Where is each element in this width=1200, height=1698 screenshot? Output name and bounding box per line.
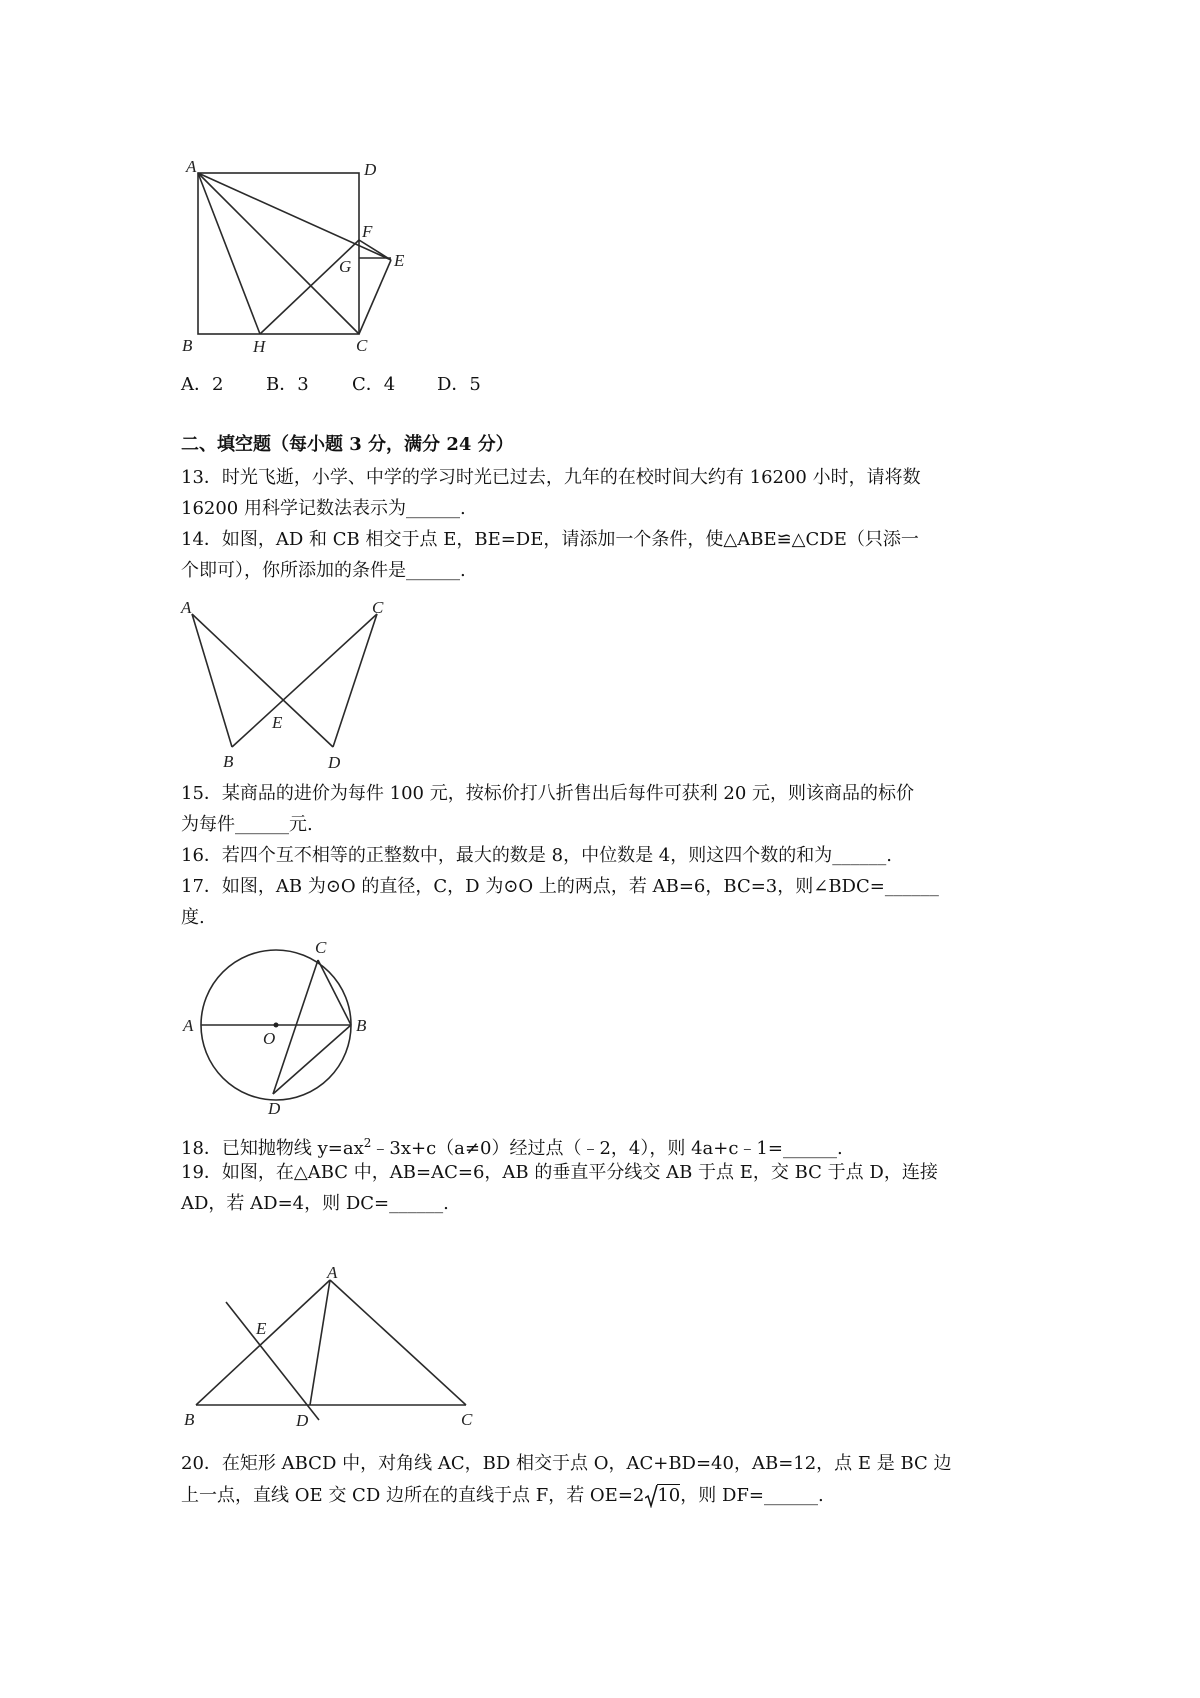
q13-line1: 13．时光飞逝，小学、中学的学习时光已过去，九年的在校时间大约有 16200 小时，请将数 [181,467,921,488]
figure-q19 [176,1260,496,1440]
label-b: B [182,336,193,355]
label-o: O [263,1029,276,1048]
figure-q14-svg [176,595,396,775]
q17-line1: 17．如图，AB 为⊙O 的直径，C，D 为⊙O 上的两点，若 AB=6，BC=3，则∠BDC=______ [181,876,939,897]
q20-text-part2: ，则 DF=______. [680,1485,824,1506]
q19-line2: AD，若 AD=4，则 DC=______. [181,1193,449,1214]
label-e: E [272,713,283,732]
figure-q19-svg [176,1260,496,1440]
q20-line1: 20．在矩形 ABCD 中，对角线 AC，BD 相交于点 O，AC+BD=40，AB=12，点 E 是 BC 边 [181,1453,952,1474]
label-e: E [394,251,405,270]
option-c: C．4 [352,374,396,395]
label-e: E [256,1319,267,1338]
q17-line2: 度. [181,907,205,928]
q14-line1: 14．如图，AD 和 CB 相交于点 E，BE=DE，请添加一个条件，使△ABE≌△CDE（只添一 [181,529,919,550]
label-b: B [184,1410,195,1429]
label-d: D [364,160,377,179]
radical-sign-icon [645,1485,658,1508]
label-d: D [328,753,341,772]
label-h: H [253,337,266,355]
perpendicular-bisector [226,1302,319,1420]
label-c: C [356,336,368,355]
segment-ce [359,260,391,334]
q18-line1 [181,1131,843,1161]
label-f: F [362,222,373,241]
label-a: A [327,1263,338,1282]
segment-ad [310,1280,330,1405]
segment-ab [196,1280,330,1405]
segment-fe [359,240,391,260]
label-d: D [296,1411,309,1430]
q20-text-part1: 上一点，直线 OE 交 CD 边所在的直线于点 F，若 OE=2 [181,1485,645,1506]
label-a: A [181,598,192,617]
q14-line2: 个即可），你所添加的条件是______. [181,560,466,581]
option-b: B．3 [266,374,309,395]
option-d: D．5 [437,374,481,395]
q18-text-part2: ﹣3x+c（a≠0）经过点（﹣2，4），则 4a+c﹣1=______. [371,1138,843,1159]
label-b: B [223,752,234,771]
figure-q14 [176,595,396,775]
square-root [645,1484,680,1508]
label-c: C [461,1410,473,1429]
center-point-o [274,1023,279,1028]
figure-q17-svg [176,935,396,1125]
q13-line2: 16200 用科学记数法表示为______. [181,498,466,519]
label-c: C [372,598,384,617]
q20-radicand: 10 [657,1485,681,1506]
figure-q17 [176,935,396,1125]
label-d: D [268,1099,281,1118]
q15-line2: 为每件______元. [181,814,313,835]
figure-q12 [176,155,416,355]
q15-line1: 15．某商品的进价为每件 100 元，按标价打八折售出后每件可获利 20 元，则该商品的标价 [181,783,915,804]
q20-line2 [181,1484,824,1508]
section-heading: 二、填空题（每小题 3 分，满分 24 分） [181,434,514,455]
label-c: C [315,938,327,957]
q18-exponent: 2 [363,1136,372,1150]
segment-ac [198,173,359,334]
option-a: A．2 [181,374,224,395]
q19-line1: 19．如图，在△ABC 中，AB=AC=6，AB 的垂直平分线交 AB 于点 E，交 BC 于点 D，连接 [181,1162,938,1183]
q16-line1: 16．若四个互不相等的正整数中，最大的数是 8，中位数是 4，则这四个数的和为______. [181,845,892,866]
label-g: G [339,257,352,276]
label-b: B [356,1016,367,1035]
segment-cb [318,960,351,1025]
label-a: A [186,157,197,176]
segment-ad [192,614,333,747]
label-a: A [183,1016,194,1035]
segment-ac [330,1280,466,1405]
q18-text-part1: 18．已知抛物线 y=ax [181,1138,364,1159]
figure-q12-svg [176,155,416,355]
